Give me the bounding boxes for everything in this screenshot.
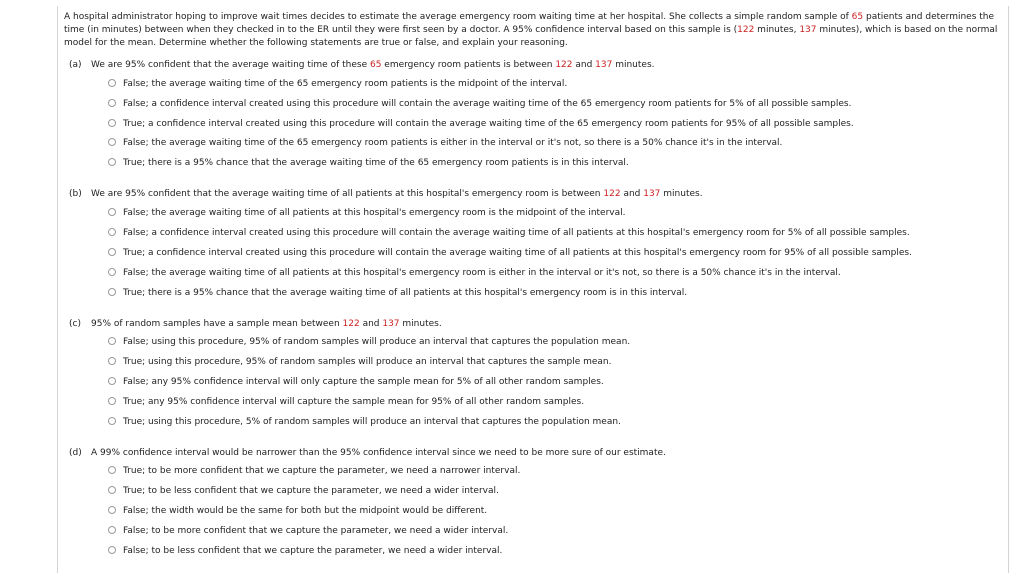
radio-button[interactable]	[108, 288, 116, 296]
radio-button[interactable]	[108, 79, 116, 87]
option-label: True; a confidence interval created using this procedure will contain the average waiting time of the 65 emergency room patients for 95% of all possible samples.	[123, 119, 854, 129]
question-c-option-2[interactable]	[108, 356, 611, 369]
radio-button[interactable]	[108, 506, 116, 514]
radio-button[interactable]	[108, 486, 116, 494]
option-label: True; any 95% confidence interval will capture the sample mean for 95% of all other random samples.	[123, 397, 585, 407]
question-d-option-2[interactable]	[108, 485, 499, 498]
radio-button[interactable]	[108, 138, 116, 146]
option-label: False; a confidence interval created using this procedure will contain the average waiting time of the 65 emergency room patients for 5% of all possible samples.	[123, 99, 852, 109]
radio-button[interactable]	[108, 119, 116, 127]
question-b-option-5[interactable]	[108, 287, 687, 300]
question-d-stem: (d) A 99% confidence interval would be narrower than the 95% confidence interval since we need to be more sure of our estimate.	[69, 448, 666, 458]
intro-text: minutes,	[754, 25, 800, 35]
radio-button[interactable]	[108, 466, 116, 474]
radio-button[interactable]	[108, 228, 116, 236]
question-c-option-1[interactable]	[108, 336, 630, 349]
intro-text: patients and determines the time (in minutes) between when they checked in to the ER until they were first seen by a doctor. A 95% confidence interval based on this sample is (	[64, 12, 995, 35]
option-label: False; using this procedure, 95% of random samples will produce an interval that captures the population mean.	[123, 337, 631, 347]
question-b-option-2[interactable]	[108, 227, 910, 240]
question-d-option-4[interactable]	[108, 525, 508, 538]
intro-text: A hospital administrator hoping to improve wait times decides to estimate the average emergency room waiting time at her hospital. She collects a simple random sample of	[64, 12, 852, 22]
question-b-stem: (b) We are 95% confident that the average waiting time of all patients at this hospital's emergency room is between 122 and 137 minutes.	[69, 189, 703, 199]
option-label: False; to be more confident that we capture the parameter, we need a wider interval.	[123, 526, 509, 536]
question-letter: (b)	[69, 189, 82, 199]
option-label: True; using this procedure, 5% of random samples will produce an interval that captures the population mean.	[123, 417, 621, 427]
question-c-option-3[interactable]	[108, 376, 604, 389]
radio-button[interactable]	[108, 397, 116, 405]
question-c-option-4[interactable]	[108, 396, 584, 409]
question-a-option-3[interactable]	[108, 118, 854, 131]
question-b-option-3[interactable]	[108, 247, 912, 260]
radio-button[interactable]	[108, 337, 116, 345]
intro-sample-size: 65	[851, 12, 864, 22]
option-label: False; the average waiting time of all patients at this hospital's emergency room is either in the interval or it's not, so there is a 50% chance it's in the interval.	[123, 268, 841, 278]
question-a-stem: (a) We are 95% confident that the average waiting time of these 65 emergency room patients is between 122 and 137 minutes.	[69, 60, 655, 70]
option-label: False; any 95% confidence interval will only capture the sample mean for 5% of all other random samples.	[123, 377, 604, 387]
question-letter: (c)	[69, 319, 81, 329]
intro-upper-bound: 137	[799, 25, 817, 35]
question-c-stem: (c) 95% of random samples have a sample mean between 122 and 137 minutes.	[69, 319, 442, 329]
radio-button[interactable]	[108, 268, 116, 276]
question-d-option-3[interactable]	[108, 505, 487, 518]
option-label: True; to be more confident that we capture the parameter, we need a narrower interval.	[123, 466, 521, 476]
option-label: False; the average waiting time of the 65 emergency room patients is the midpoint of the interval.	[123, 79, 568, 89]
radio-button[interactable]	[108, 158, 116, 166]
question-a-option-5[interactable]	[108, 157, 629, 170]
radio-button[interactable]	[108, 417, 116, 425]
option-label: False; the width would be the same for both but the midpoint would be different.	[123, 506, 488, 516]
question-b-option-4[interactable]	[108, 267, 841, 280]
intro-text: minutes), which is based on the normal model for the mean. Determine whether the following statements are true or false, and explain your reasoning.	[64, 25, 998, 48]
radio-button[interactable]	[108, 357, 116, 365]
radio-button[interactable]	[108, 526, 116, 534]
problem-intro	[64, 11, 1004, 50]
option-label: True; to be less confident that we capture the parameter, we need a wider interval.	[123, 486, 499, 496]
radio-button[interactable]	[108, 377, 116, 385]
radio-button[interactable]	[108, 248, 116, 256]
option-label: False; to be less confident that we capture the parameter, we need a wider interval.	[123, 546, 503, 556]
question-a-option-2[interactable]	[108, 98, 851, 111]
question-c-option-5[interactable]	[108, 416, 621, 429]
question-d-option-1[interactable]	[108, 465, 520, 478]
question-letter: (d)	[69, 448, 82, 458]
question-b-option-1[interactable]	[108, 207, 626, 220]
option-label: True; using this procedure, 95% of random samples will produce an interval that captures the sample mean.	[123, 357, 612, 367]
question-a-option-4[interactable]	[108, 137, 782, 150]
question-a-option-1[interactable]	[108, 78, 567, 91]
radio-button[interactable]	[108, 546, 116, 554]
option-label: False; the average waiting time of the 65 emergency room patients is either in the interval or it's not, so there is a 50% chance it's in the interval.	[123, 138, 783, 148]
question-letter: (a)	[69, 60, 82, 70]
option-label: False; a confidence interval created using this procedure will contain the average waiting time of all patients at this hospital's emergency room for 5% of all possible samples.	[123, 228, 910, 238]
option-label: True; there is a 95% chance that the average waiting time of all patients at this hospital's emergency room is in this interval.	[123, 288, 688, 298]
option-label: True; a confidence interval created using this procedure will contain the average waiting time of all patients at this hospital's emergency room for 95% of all possible samples.	[123, 248, 912, 258]
radio-button[interactable]	[108, 99, 116, 107]
option-label: False; the average waiting time of all patients at this hospital's emergency room is the midpoint of the interval.	[123, 208, 626, 218]
question-d-option-5[interactable]	[108, 545, 502, 558]
intro-lower-bound: 122	[737, 25, 755, 35]
radio-button[interactable]	[108, 208, 116, 216]
option-label: True; there is a 95% chance that the average waiting time of the 65 emergency room patients is in this interval.	[123, 158, 629, 168]
